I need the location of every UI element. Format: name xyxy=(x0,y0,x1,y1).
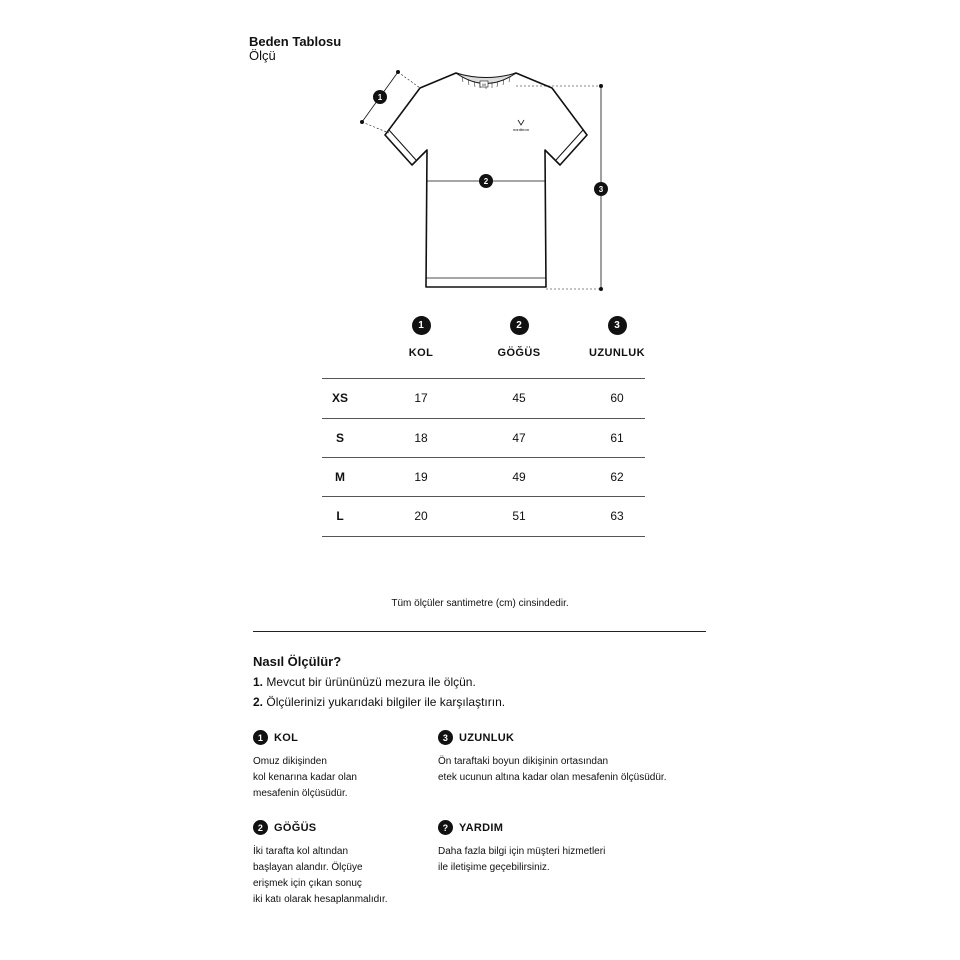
page-subtitle: Ölçü xyxy=(249,48,276,63)
number-badge-icon: 3 xyxy=(438,730,453,745)
section-yardim: ? YARDIM Daha fazla bilgi için müşteri hizmetleri ile iletişime geçebilirsiniz. xyxy=(438,821,606,873)
cell-uzunluk: 60 xyxy=(610,391,624,405)
help-icon: ? xyxy=(438,820,453,835)
tshirt-diagram xyxy=(355,65,615,300)
units-note: Tüm ölçüler santimetre (cm) cinsindedir. xyxy=(391,598,569,609)
cell-gogus: 49 xyxy=(512,470,526,484)
cell-uzunluk: 62 xyxy=(610,470,624,484)
number-badge-icon: 1 xyxy=(253,730,268,745)
section-uzunluk: 3 UZUNLUK Ön taraftaki boyun dikişinin ortasından etek ucunun altına kadar olan mesafenin ölçüsüdür. xyxy=(438,731,667,783)
cell-gogus: 47 xyxy=(512,431,526,445)
marker-1: 1 xyxy=(377,93,383,102)
size-label: XS xyxy=(331,391,348,405)
table-row xyxy=(322,378,645,418)
section-kol: 1 KOL Omuz dikişinden kol kenarına kadar olan mesafenin ölçüsüdür. xyxy=(253,731,357,799)
cell-kol: 18 xyxy=(414,431,428,445)
col-header-kol: KOL xyxy=(408,347,434,359)
cell-gogus: 45 xyxy=(512,391,526,405)
marker-2: 2 xyxy=(483,177,489,186)
size-label: L xyxy=(336,509,344,523)
col-header-gogus: GÖĞÜS xyxy=(497,347,541,359)
col-badge-kol: 1 xyxy=(361,315,481,335)
cell-kol: 20 xyxy=(414,509,428,523)
cell-uzunluk: 61 xyxy=(610,431,624,445)
divider xyxy=(253,631,706,632)
size-label: S xyxy=(335,431,344,445)
cell-gogus: 51 xyxy=(512,509,526,523)
marker-3: 3 xyxy=(598,185,604,194)
page-title: Beden Tablosu xyxy=(249,34,342,49)
cell-kol: 17 xyxy=(414,391,428,405)
cell-kol: 19 xyxy=(414,470,428,484)
size-label: M xyxy=(335,470,345,484)
table-row xyxy=(322,418,645,458)
howto-step-1: 1. Mevcut bir ürününüzü mezura ile ölçün. xyxy=(253,675,476,689)
brand-logo-text: nordbron xyxy=(512,127,530,132)
neck-size-label: M xyxy=(482,82,486,87)
col-badge-uzunluk: 3 xyxy=(557,315,677,335)
table-row xyxy=(322,496,645,537)
howto-step-2: 2. Ölçülerinizi yukarıdaki bilgiler ile karşılaştırın. xyxy=(253,695,506,709)
number-badge-icon: 2 xyxy=(253,820,268,835)
cell-uzunluk: 63 xyxy=(610,509,624,523)
col-header-uzunluk: UZUNLUK xyxy=(589,347,645,359)
howto-title: Nasıl Ölçülür? xyxy=(253,654,342,669)
col-badge-gogus: 2 xyxy=(459,315,579,335)
section-gogus: 2 GÖĞÜS İki tarafta kol altından başlayan alandır. Ölçüye erişmek için çıkan sonuç iki katı olarak hesaplanmalıdır. xyxy=(253,821,388,905)
table-row xyxy=(322,457,645,497)
